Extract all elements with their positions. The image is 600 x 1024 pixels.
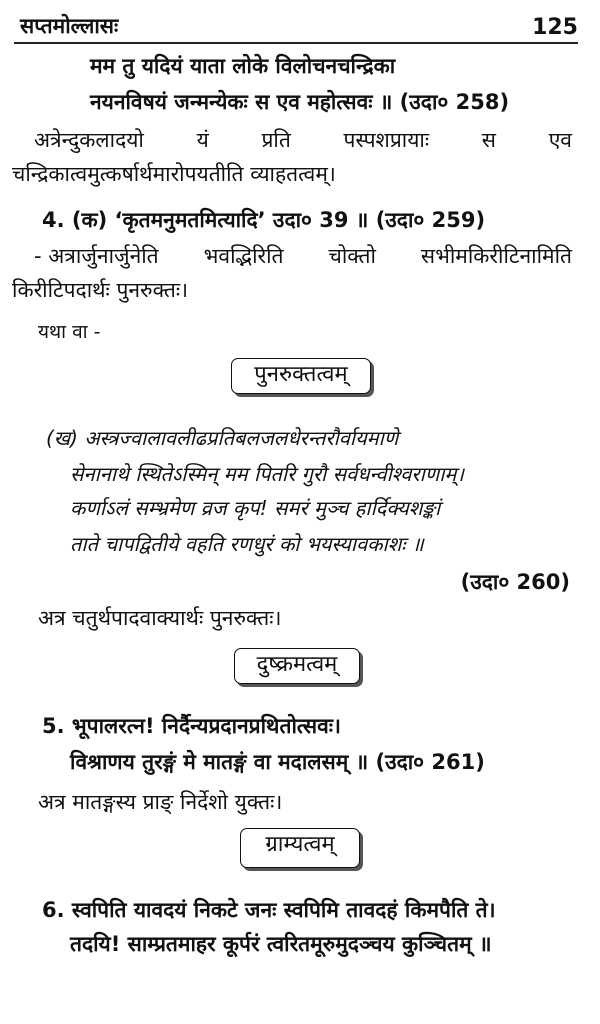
- commentary-line-2: चन्द्रिकात्वमुत्कर्षार्थमारोपयतीति व्याहतत्वम्।: [12, 162, 336, 186]
- page-number: 125: [532, 15, 578, 40]
- word: एव: [548, 128, 572, 152]
- verse-260-line-2: कर्णाऽलं सम्भ्रमेण व्रज कृप! समरं मुञ्च हार्दिक्यशङ्कां: [70, 496, 441, 520]
- commentary-line-1: [34, 126, 572, 154]
- verse-258-line-2: नयनविषयं जन्मन्येकः स एव महोत्सवः ॥ (उदा० 258): [90, 90, 510, 114]
- word: अत्रेन्दुकलादयो: [34, 128, 144, 152]
- yatha-va: यथा वा -: [38, 321, 101, 343]
- word: सभीमकिरीटिनामिति: [420, 244, 572, 268]
- verse-260-line-3: ताते चापद्वितीये वहति रणधुरं को भयस्यावकाशः ॥: [70, 532, 424, 556]
- word: प्रति: [261, 128, 291, 152]
- item-4-heading: 4. (क) ‘कृतमनुमतमित्यादि’ उदा० 39 ॥ (उदा० 259): [42, 208, 486, 232]
- item-4-line-1: [34, 242, 572, 270]
- word: भवद्भिरिति: [203, 244, 284, 268]
- section-box-punaruktatvam: पुनरुक्तत्वम्: [231, 358, 371, 394]
- item-6-line-2: तदयि! साम्प्रतमाहर कूर्परं त्वरितमूरुमुदञ्चय कुञ्चितम् ॥: [70, 932, 492, 956]
- word: - अत्रार्जुनार्जुनेति: [34, 244, 159, 268]
- word: पस्पशप्रायाः: [343, 128, 430, 152]
- verse-258-line-1: मम तु यदियं याता लोके विलोचनचन्द्रिका: [90, 54, 396, 78]
- verse-260-intro: (ख) अस्त्रज्वालावलीढप्रतिबलजलधेरन्तरौर्वायमाणे: [46, 426, 399, 450]
- verse-260-line-1: सेनानाथे स्थितेऽस्मिन् मम पितरि गुरौ सर्वधन्वीश्वराणाम्।: [70, 462, 464, 486]
- running-header: [14, 14, 578, 44]
- item-6-line-1: 6. स्वपिति यावदयं निकटे जनः स्वपिमि तावदहं किमपैति ते।: [42, 898, 496, 922]
- item-4-line-2: किरीटिपदार्थः पुनरुक्तः।: [12, 278, 189, 302]
- item-5-line-2: विश्राणय तुरङ्गं मे मातङ्गं वा मदालसम् ॥ (उदा० 261): [70, 750, 485, 774]
- chapter-title: सप्तमोल्लासः: [20, 14, 119, 38]
- section-box-dushkramatvam: दुष्क्रमत्वम्: [234, 648, 360, 684]
- item-5-note: अत्र मातङ्गस्य प्राङ् निर्देशो युक्तः।: [38, 790, 283, 814]
- verse-260-note: अत्र चतुर्थपादवाक्यार्थः पुनरुक्तः।: [38, 606, 282, 630]
- section-box-gramyatvam: ग्राम्यत्वम्: [240, 828, 360, 868]
- word: यं: [196, 128, 209, 152]
- item-5-line-1: 5. भूपालरत्न! निर्दैन्यप्रदानप्रथितोत्सवः।: [42, 714, 341, 738]
- word: स: [481, 128, 496, 152]
- verse-260-reference: (उदा० 260): [460, 570, 570, 594]
- word: चोक्तो: [328, 244, 376, 268]
